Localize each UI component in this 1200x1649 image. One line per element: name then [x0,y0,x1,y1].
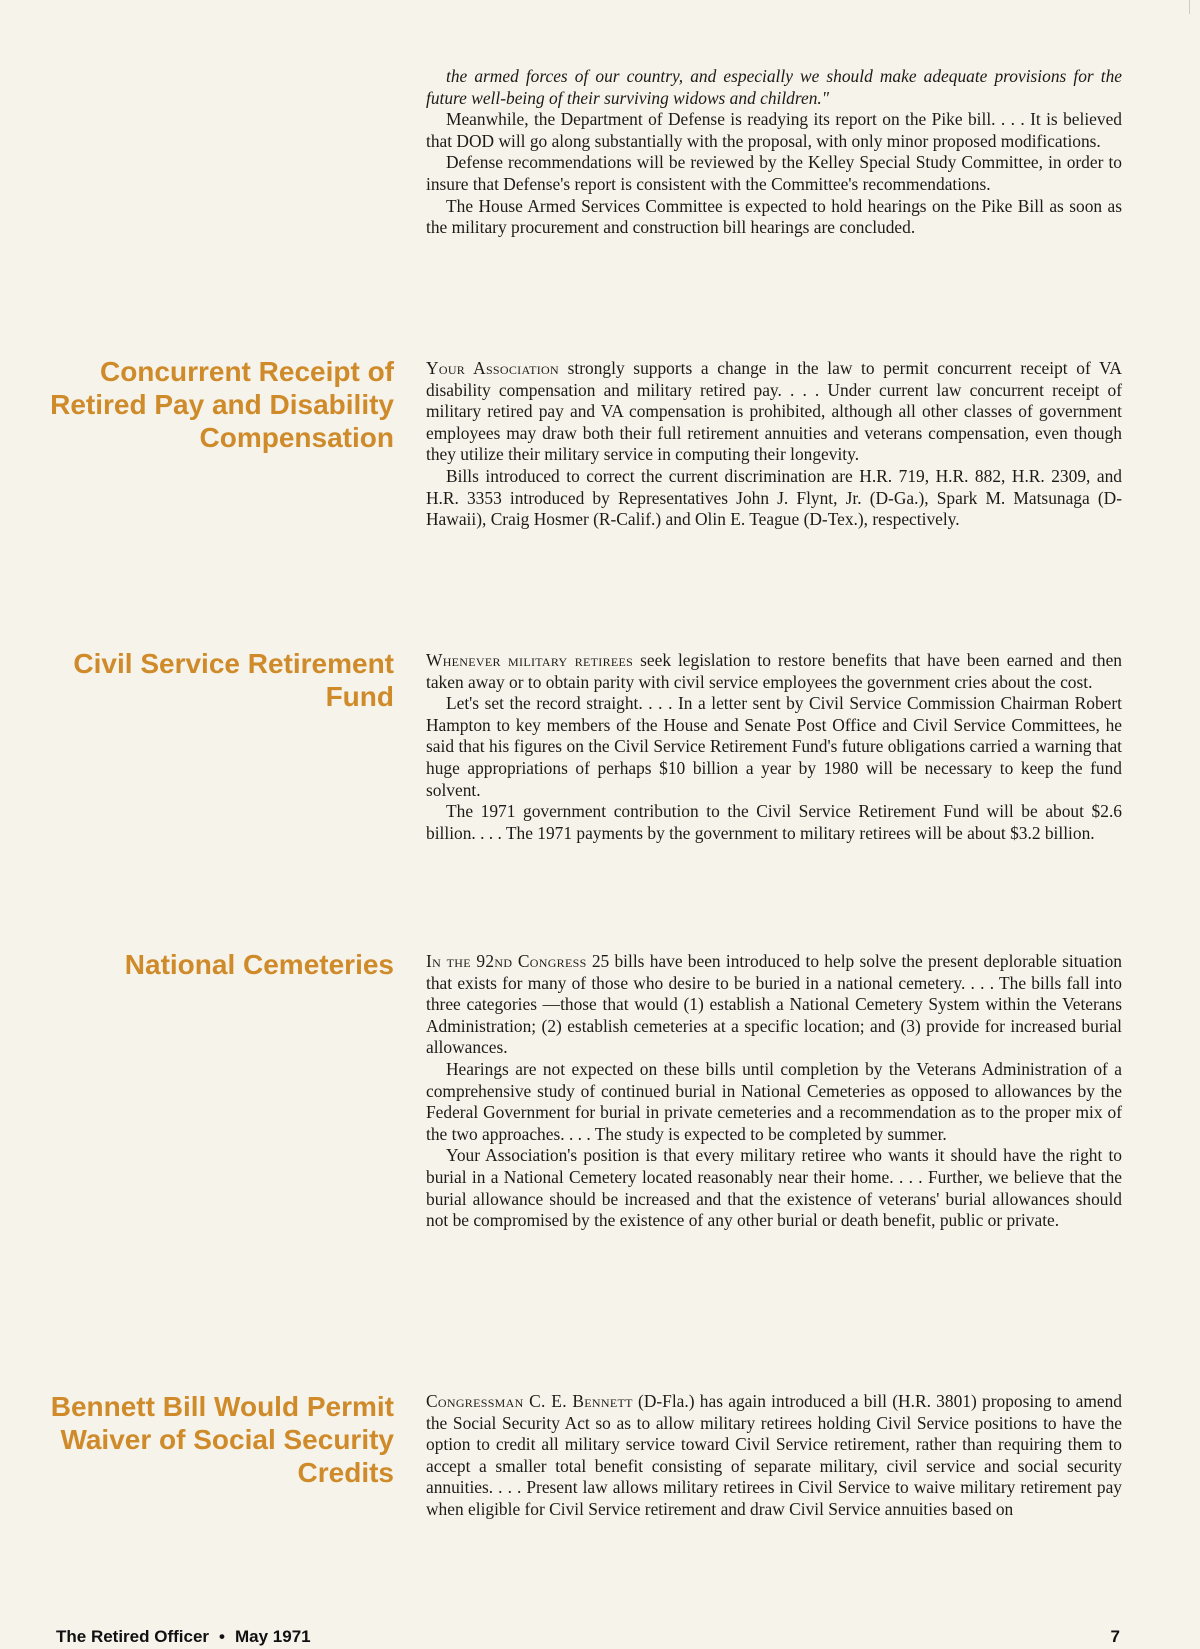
lead-in: Whenever military retirees [426,650,634,670]
lead-in: In the 92nd Congress [426,951,587,971]
section-body-national-cemeteries [426,951,1122,1232]
section-heading-civil-service: Civil Service Retirement Fund [73,648,394,712]
page-footer [56,1627,1120,1649]
lead-in: Your Association [426,358,559,378]
section-lead-paragraph [426,1391,1122,1521]
issue-date: May 1971 [235,1627,311,1646]
section-body-civil-service [426,650,1122,844]
section-paragraph: The 1971 government contribution to the Civil Service Retirement Fund will be about $2.6 billion. . . . The 1971 payments by the government to military retirees will be about $3.2 billion. [426,801,1122,843]
lead-text: 25 bills have been introduced to help solve the present deplorable situation that exists for many of those who desire to be buried in a national cemetery. . . . The bills fall into three categories —those that would (1) establish a National Cemetery System within the Veterans Administration; (2) establish cemeteries at a specific location; and (3) provide for increased burial allowances. [426,951,1123,1058]
page-number: 7 [1110,1627,1120,1646]
section-paragraph: Let's set the record straight. . . . In a letter sent by Civil Service Commission Chairman Robert Hampton to key members of the House and Senate Post Office and Civil Service Committees, he said that his figures on the Civil Service Retirement Fund's future obligations carried a warning that huge appropriations of perhaps $10 billion a year by 1980 will be necessary to keep the fund solvent. [426,693,1122,800]
section-paragraph: Your Association's position is that every military retiree who wants it should have the right to burial in a National Cemetery located reasonably near their home. . . . Further, we believe that the burial allowance should be increased and that the existence of veterans' burial allowances should not be compromised by the existence of any other burial or death benefit, public or private. [426,1145,1122,1231]
intro-continuation [426,66,1122,239]
lead-in: Congressman C. E. Bennett [426,1391,633,1411]
intro-paragraph: The House Armed Services Committee is expected to hold hearings on the Pike Bill as soon as the military procurement and construction bill hearings are concluded. [426,195,1122,238]
section-heading-concurrent-receipt: Concurrent Receipt of Retired Pay and Disability Compensation [50,356,394,453]
publication-name: The Retired Officer [56,1627,210,1646]
section-lead-paragraph [426,358,1122,466]
intro-quote: the armed forces of our country, and especially we should make adequate provisions for the future well-being of their surviving widows and children." [426,66,1122,108]
section-body-bennett-bill [426,1391,1122,1521]
footer-separator: • [219,1627,225,1646]
section-lead-paragraph [426,951,1122,1059]
footer-credit [56,1627,311,1647]
section-heading-national-cemeteries: National Cemeteries [124,949,394,980]
intro-paragraph: Defense recommendations will be reviewed by the Kelley Special Study Committee, in order to insure that Defense's report is consistent with the Committee's recommendations. [426,152,1122,194]
page-edge-mark [1189,0,1190,14]
section-paragraph: Hearings are not expected on these bills until completion by the Veterans Administration of a comprehensive study of continued burial in National Cemeteries as opposed to allowances by the Federal Government for burial in private cemeteries and a recommendation as to the proper mix of the two approaches. . . . The study is expected to be completed by summer. [426,1058,1122,1144]
lead-text: strongly supports a change in the law to permit concurrent receipt of VA disability compensation and military retired pay. . . . Under current law concurrent receipt of military retired pay and VA compensation is prohibited, although all other classes of government employees may draw both their full retirement annuities and veterans compensation, even though they utilize their military service in computing their longevity. [426,358,1122,465]
section-body-concurrent-receipt [426,358,1122,531]
intro-paragraph: Meanwhile, the Department of Defense is readying its report on the Pike bill. . . . It is believed that DOD will go along substantially with the proposal, with only minor proposed modifications. [426,109,1122,151]
lead-text: seek legislation to restore benefits that have been earned and then taken away or to obtain parity with civil service employees the government cries about the cost. [426,650,1122,692]
section-paragraph: Bills introduced to correct the current discrimination are H.R. 719, H.R. 882, H.R. 2309, and H.R. 3353 introduced by Representatives John J. Flynt, Jr. (D-Ga.), Spark M. Matsunaga (D-Hawaii), Craig Hosmer (R-Calif.) and Olin E. Teague (D-Tex.), respectively. [426,465,1122,530]
section-heading-bennett-bill: Bennett Bill Would Permit Waiver of Social Security Credits [50,1391,394,1488]
section-lead-paragraph [426,650,1122,693]
lead-text: (D-Fla.) has again introduced a bill (H.R. 3801) proposing to amend the Social Security Act so as to allow military retirees holding Civil Service positions to have the option to credit all military service toward Civil Service retirement, rather than requiring them to accept a smaller total benefit consisting of separate military, civil service and social security annuities. . . . Present law allows military retirees in Civil Service to waive military retirement pay when eligible for Civil Service retirement and draw Civil Service annuities based on [426,1391,1123,1519]
